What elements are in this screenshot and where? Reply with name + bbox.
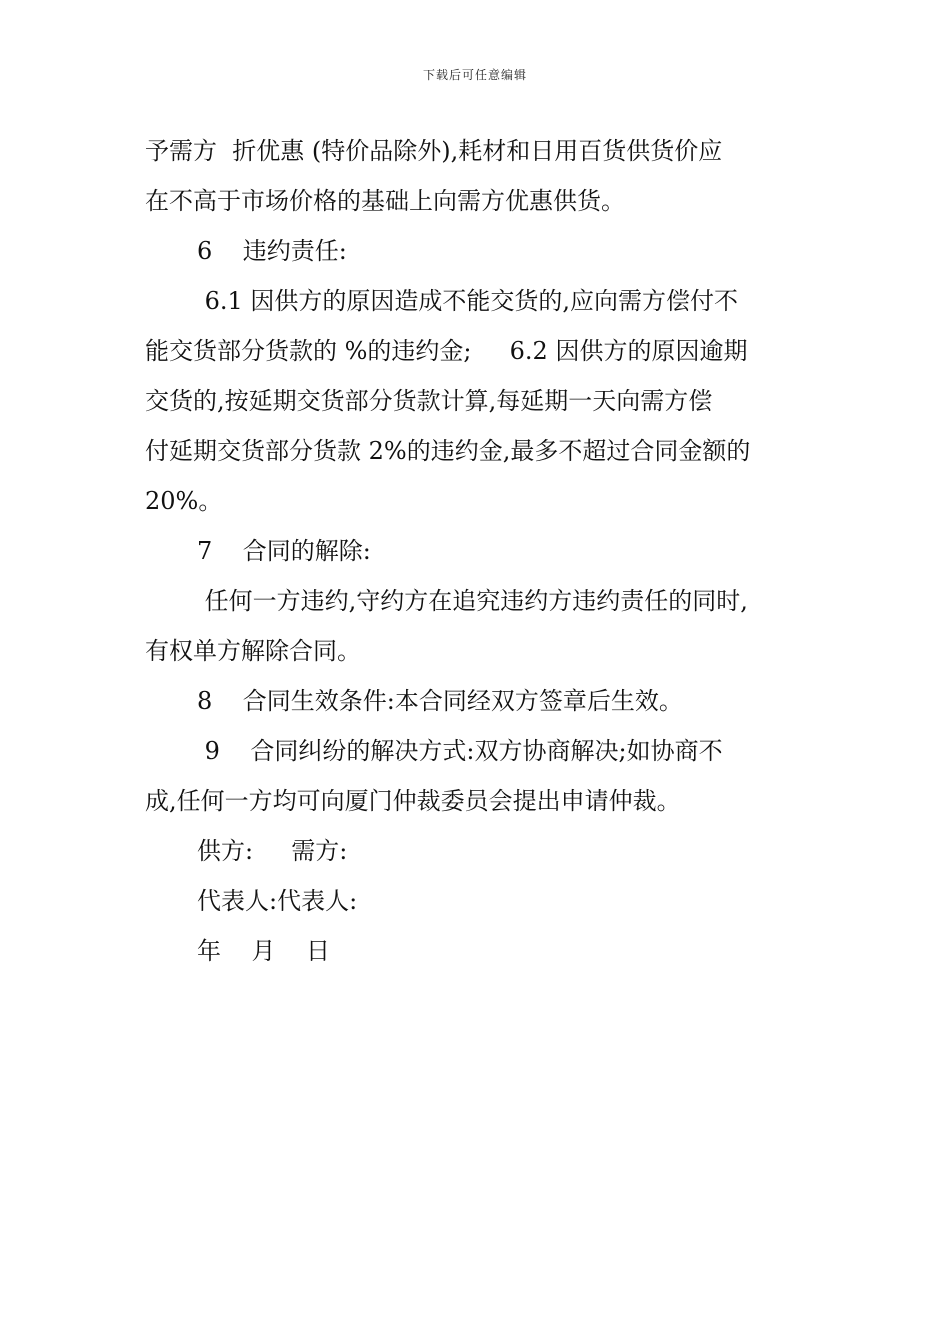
paragraph-line: 20%。: [145, 487, 223, 515]
paragraph-line: 交货的,按延期交货部分货款计算,每延期一天向需方偿: [145, 387, 713, 415]
paragraph-line: 成,任何一方均可向厦门仲裁委员会提出申请仲裁。: [145, 787, 681, 815]
paragraph-line: 付延期交货部分货款 2%的违约金,最多不超过合同金额的: [145, 437, 751, 465]
signature-parties: 供方: 需方:: [197, 837, 348, 865]
signature-representatives: 代表人:代表人:: [197, 887, 358, 915]
paragraph-line: 在不高于市场价格的基础上向需方优惠供货。: [145, 187, 625, 215]
section-heading-8: 8 合同生效条件:本合同经双方签章后生效。: [197, 687, 683, 715]
paragraph-line: 任何一方违约,守约方在追究违约方违约责任的同时,: [197, 587, 748, 615]
paragraph-line: 予需方 折优惠 (特价品除外),耗材和日用百货供货价应: [145, 137, 723, 165]
page-header: 下载后可任意编辑: [422, 68, 527, 82]
section-heading-7: 7 合同的解除:: [197, 537, 371, 565]
paragraph-line: 能交货部分货款的 %的违约金; 6.2 因供方的原因逾期: [145, 337, 748, 365]
signature-date: 年 月 日: [197, 937, 331, 965]
paragraph-line: 有权单方解除合同。: [145, 637, 361, 665]
section-heading-9: 9 合同纠纷的解决方式:双方协商解决;如协商不: [197, 737, 723, 765]
paragraph-line: 6.1 因供方的原因造成不能交货的,应向需方偿付不: [197, 287, 739, 315]
section-heading-6: 6 违约责任:: [197, 237, 347, 265]
contract-body: [145, 126, 810, 976]
